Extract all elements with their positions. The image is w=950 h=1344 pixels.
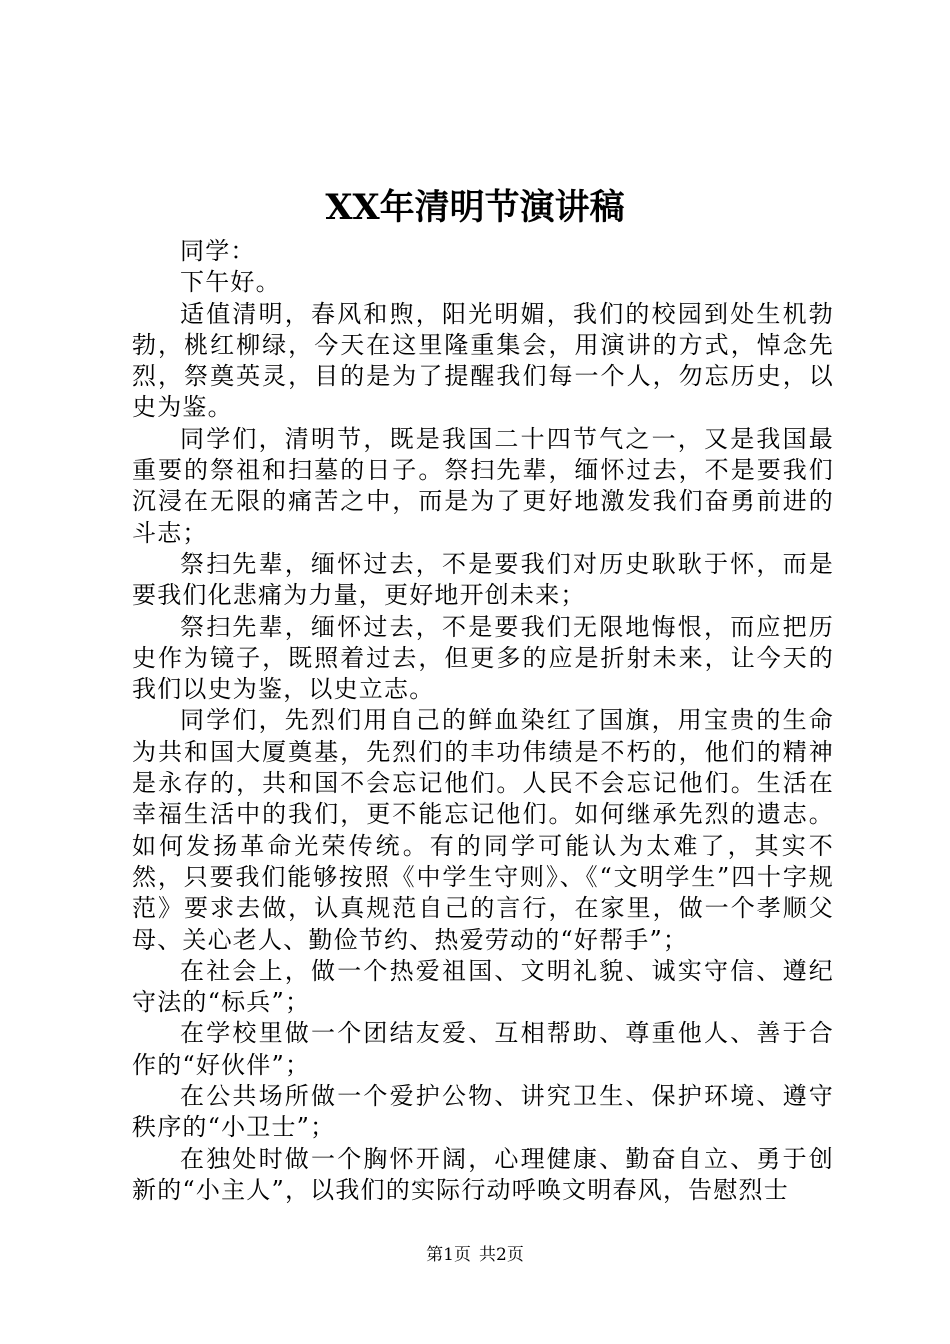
page-footer	[0, 1244, 950, 1266]
body-paragraph: 祭扫先辈，缅怀过去，不是要我们对历史耿耿于怀，而是要我们化悲痛为力量，更好地开创未来；	[132, 549, 834, 610]
greeting: 下午好。	[180, 268, 281, 297]
body-paragraph: 在公共场所做一个爱护公物、讲究卫生、保护环境、遵守秩序的“小卫士”；	[132, 1082, 834, 1142]
page-number: 第1页	[426, 1245, 471, 1265]
page-total: 共2页	[479, 1245, 524, 1265]
body-paragraph: 同学们，先烈们用自己的鲜血染红了国旗，用宝贵的生命为共和国大厦奠基，先烈们的丰功伟绩是不朽的，他们的精神是永存的，共和国不会忘记他们。人民不会忘记他们。生活在幸福生活中的我们，更不能忘记他们。如何继承先烈的遗志。如何发扬革命光荣传统。有的同学可能认为太难了，其实不然，只要我们能够按照《中学生守则》、《“文明学生”四十字规范》要求去做，认真规范自己的言行，在家里，做一个孝顺父母、关心老人、勤俭节约、热爱劳动的“好帮手”；	[132, 706, 834, 954]
body-paragraph: 适值清明，春风和煦，阳光明媚，我们的校园到处生机勃勃，桃红柳绿，今天在这里隆重集会，用演讲的方式，悼念先烈，祭奠英灵，目的是为了提醒我们每一个人，勿忘历史，以史为鉴。	[132, 299, 834, 422]
body-paragraph: 在独处时做一个胸怀开阔，心理健康、勤奋自立、勇于创新的“小主人”，以我们的实际行动呼唤文明春风，告慰烈士	[132, 1144, 834, 1204]
body-paragraph: 祭扫先辈，缅怀过去，不是要我们无限地悔恨，而应把历史作为镜子，既照着过去，但更多的应是折射未来，让今天的我们以史为鉴，以史立志。	[132, 612, 834, 704]
salutation: 同学：	[180, 237, 256, 265]
body-paragraph: 在学校里做一个团结友爱、互相帮助、尊重他人、善于合作的“好伙伴”；	[132, 1019, 834, 1079]
body-paragraph: 在社会上，做一个热爱祖国、文明礼貌、诚实守信、遵纪守法的“标兵”；	[132, 956, 834, 1017]
document-body	[132, 236, 834, 1206]
body-paragraph: 同学们，清明节，既是我国二十四节气之一，又是我国最重要的祭祖和扫墓的日子。祭扫先辈，缅怀过去，不是要我们沉浸在无限的痛苦之中，而是为了更好地激发我们奋勇前进的斗志；	[132, 424, 834, 547]
document-title: XX年清明节演讲稿	[325, 187, 625, 228]
